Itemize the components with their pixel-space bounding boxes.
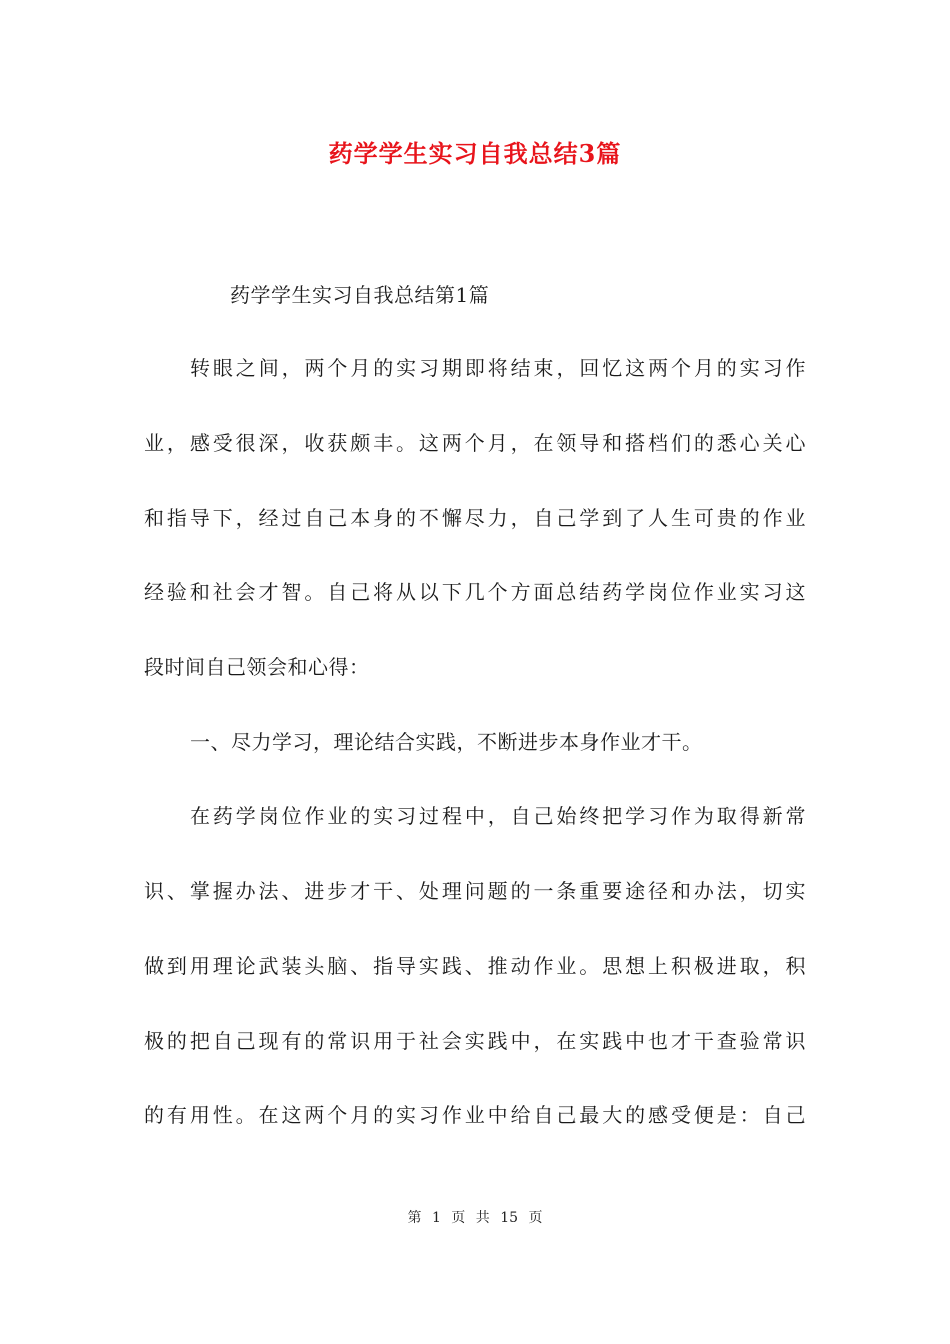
- paragraph-line: 做到用理论武装头脑、指导实践、推动作业。思想上积极进取，积: [144, 954, 806, 978]
- page-number-footer: 第 1 页 共 15 页: [407, 1210, 543, 1226]
- paragraph-line: 段时间自己领会和心得：: [144, 655, 370, 679]
- paragraph-line: 经验和社会才智。自己将从以下几个方面总结药学岗位作业实习这: [144, 580, 806, 604]
- document-title: 药学学生实习自我总结3篇: [328, 139, 622, 168]
- list-point: 一、尽力学习，理论结合实践，不断进步本身作业才干。: [190, 730, 703, 754]
- paragraph-line: 识、掌握办法、进步才干、处理问题的一条重要途径和办法，切实: [144, 879, 806, 903]
- paragraph-line: 极的把自己现有的常识用于社会实践中，在实践中也才干查验常识: [144, 1029, 806, 1053]
- paragraph-line: 转眼之间，两个月的实习期即将结束，回忆这两个月的实习作: [190, 356, 806, 380]
- section-heading: 药学学生实习自我总结第1篇: [230, 283, 490, 307]
- paragraph-line: 业，感受很深，收获颇丰。这两个月，在领导和搭档们的悉心关心: [144, 431, 806, 455]
- paragraph-line: 的有用性。在这两个月的实习作业中给自己最大的感受便是：自己: [144, 1103, 806, 1127]
- paragraph-line: 在药学岗位作业的实习过程中，自己始终把学习作为取得新常: [190, 804, 806, 828]
- paragraph-line: 和指导下，经过自己本身的不懈尽力，自己学到了人生可贵的作业: [144, 506, 806, 530]
